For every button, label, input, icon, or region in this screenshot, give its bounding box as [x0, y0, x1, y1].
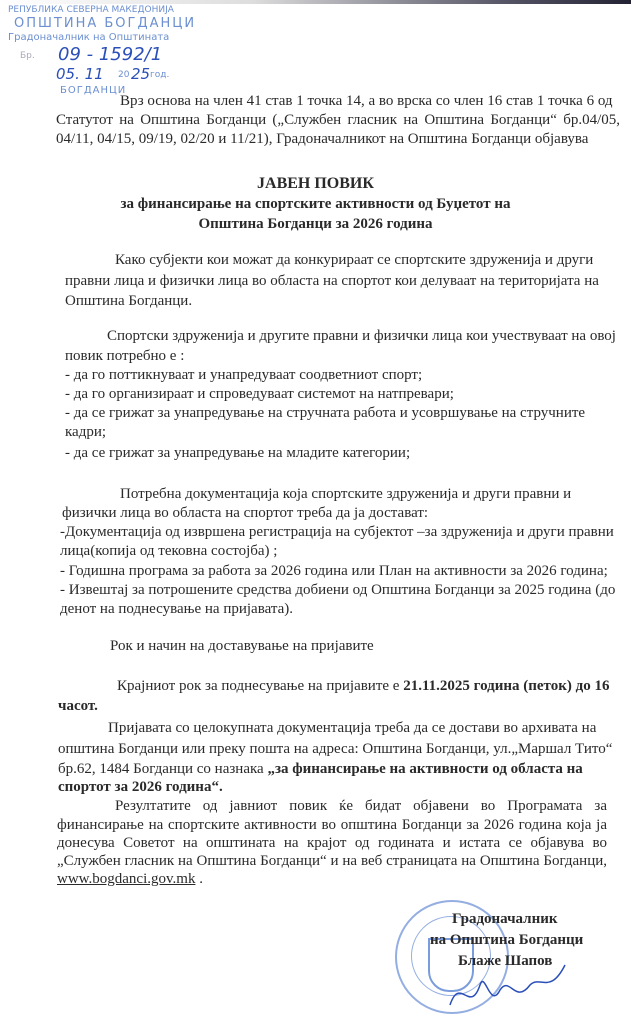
submission-line: Пријавата со целокупната документација треба да се достави во архивата на: [108, 720, 597, 736]
requirements-item: - да го организираат и спроведуваат системот на натпревари;: [65, 386, 454, 402]
stamp-city: БОГДАНЦИ: [60, 85, 127, 96]
subtitle-line: Општина Богданци за 2026 година: [198, 216, 433, 232]
deadline-heading: Рок и начин на доставување на пријавите: [110, 638, 374, 654]
stamp-number-prefix: Бр.: [20, 51, 35, 61]
year-unit: год.: [150, 70, 170, 80]
submission-text: бр.62, 1484 Богданци со назнака: [58, 761, 268, 777]
requirements-line: повик потребно е :: [65, 348, 185, 364]
deadline-date: 21.11.2025 година (петок) до 16: [403, 678, 610, 694]
submission-line: општина Богданци или преку пошта на адреса: Општина Богданци, ул.„Маршал Тито“: [58, 741, 613, 757]
results-line: Резултатите од јавниот повик ќе бидат објавени во Програмата за: [115, 798, 607, 814]
subjects-line: правни лица и физички лица во областа на спортот кои делуваат на територијата на: [65, 273, 599, 289]
website-link[interactable]: www.bogdanci.gov.mk: [57, 871, 196, 887]
registry-number: 09 - 1592/1: [58, 44, 163, 65]
requirements-line: Спортски здруженија и другите правни и физички лица кои учествуваат на овој: [107, 328, 616, 344]
results-end: .: [195, 871, 203, 887]
results-line: донесува Советот на општината на крајот од годината и истата се објавува во: [57, 835, 607, 851]
signature-municipality: на Општина Богданци: [430, 932, 584, 948]
subtitle-line: за финансирање на спортските активности од Буџетот на: [120, 196, 511, 212]
results-line: финансирање на спортските активности во општина Богданци за 2026 година која ја: [57, 817, 607, 833]
signature-title: Градоначалник: [452, 911, 558, 927]
intro-line: Статутот на Општина Богданци („Службен гласник на Општина Богданци“ бр.04/05,: [56, 112, 620, 128]
results-link-line: [57, 870, 203, 888]
deadline-line: [117, 677, 609, 695]
documents-line: физички лица во областа на спортот треба да ја достават:: [62, 505, 429, 521]
requirements-item: - да се грижат за унапредување на стручната работа и усовршување на стручните: [65, 405, 586, 421]
subjects-line: Општина Богданци.: [65, 293, 193, 309]
subjects-line: Како субјекти кои можат да конкурираат се спортските здруженија и други: [115, 252, 594, 268]
intro-line: Врз основа на член 41 став 1 точка 14, а во врска со член 16 став 1 точка 6 од: [120, 93, 613, 109]
scan-edge: [0, 0, 631, 4]
stamp-municipality: ОПШТИНА БОГДАНЦИ: [14, 16, 197, 31]
documents-item: - Годишна програма за работа за 2026 година или План на активности за 2026 година;: [60, 563, 608, 579]
results-line: „Службен гласник на Општина Богданци“ и на веб страницата на Општина Богданци,: [57, 853, 607, 869]
stamp-office: Градоначалник на Општината: [8, 32, 170, 43]
documents-item: -Документација од извршена регистрација на субјектот –за здруженија и други правни: [60, 524, 614, 540]
requirements-item: - да го поттикнуваат и унапредуваат соодветниот спорт;: [65, 367, 423, 383]
submission-line: [58, 760, 583, 778]
documents-line: Потребна документација која спортските здруженија и други правни и: [120, 486, 572, 502]
submission-label-end: спортот за 2026 година“.: [58, 779, 223, 795]
deadline-time: часот.: [58, 698, 98, 714]
deadline-text: Крајниот рок за поднесување на пријавите е: [117, 678, 404, 694]
intro-line: 04/11, 04/15, 09/19, 02/20 и 11/21), Градоначалникот на Општина Богданци објавува: [56, 131, 589, 147]
documents-item: денот на поднесување на пријавата).: [60, 601, 294, 617]
registry-year: 25: [131, 65, 151, 83]
registry-date: 05. 11: [56, 65, 104, 83]
documents-item: лица(копија од тековна состојба) ;: [60, 543, 278, 559]
requirements-item: - да се грижат за унапредување на младите категории;: [65, 445, 411, 461]
year-prefix: 20: [118, 70, 130, 80]
stamp-country: РЕПУБЛИКА СЕВЕРНА МАКЕДОНИЈА: [8, 5, 174, 15]
documents-item: - Извештај за потрошените средства добиени од Општина Богданци за 2025 година (до: [60, 582, 616, 598]
page-title: ЈАВЕН ПОВИК: [257, 175, 374, 192]
submission-label: „за финансирање на активности од областа на: [267, 761, 583, 777]
signature-name: Блаже Шапов: [458, 953, 553, 969]
requirements-item: кадри;: [65, 424, 107, 440]
